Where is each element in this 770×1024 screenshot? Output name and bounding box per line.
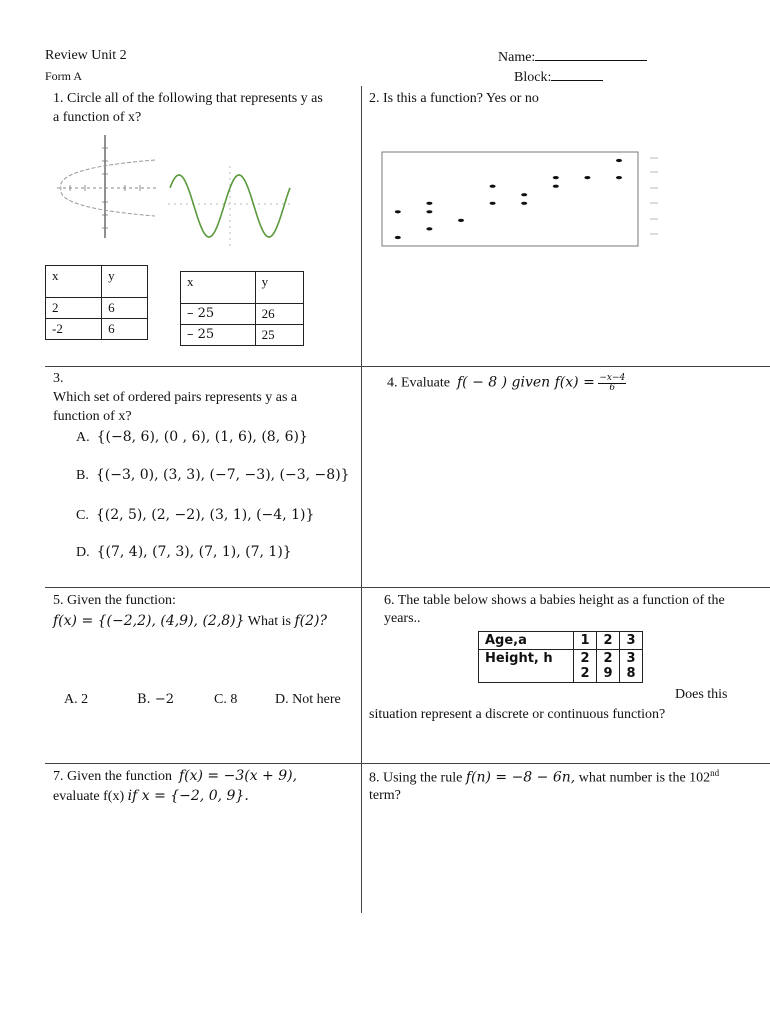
header-form: Form A [45, 69, 83, 83]
scatter-point [395, 210, 401, 213]
q1-prompt-line1: 1. Circle all of the following that represents y as [53, 91, 323, 106]
scatter-point [395, 236, 401, 239]
table-cell: -2 [46, 319, 102, 340]
choice-d[interactable]: D. {(7, 4), (7, 3), (7, 1), (7, 1)} [76, 544, 292, 560]
table-header-x: x [46, 266, 102, 298]
scatter-point [521, 193, 527, 196]
q4-expression: f( − 8 ) given f(x) = [456, 374, 595, 391]
scatter-point [490, 185, 496, 188]
vertical-divider [361, 86, 362, 913]
age-cell: 2 [597, 632, 620, 650]
scatter-point [490, 202, 496, 205]
q5-choice-a[interactable]: A. 2 [64, 692, 89, 707]
height-cell: 29 [597, 650, 620, 683]
row-divider-3 [45, 763, 770, 764]
q1-table-1 [45, 265, 148, 340]
q7-line2: evaluate f(x) if x = {−2, 0, 9}. [53, 788, 249, 804]
q2-scatter-plot [380, 150, 670, 260]
sideways-parabola-graph [55, 133, 160, 241]
q6-prompt-line1: 6. The table below shows a babies height as a function of the [384, 593, 725, 608]
table-cell: 26 [255, 304, 303, 325]
header-title: Review Unit 2 [45, 48, 127, 63]
q6-tail-2: situation represent a discrete or continuous function? [369, 707, 666, 722]
q3-prompt-line2: function of x? [53, 409, 132, 424]
height-cell: 22 [574, 650, 597, 683]
table-cell: 6 [102, 319, 148, 340]
row-divider-2 [45, 587, 770, 588]
q5-choice-b[interactable]: B. −2 [137, 692, 174, 707]
table-header-y: y [255, 272, 303, 304]
q7-line1: 7. Given the function f(x) = −3(x + 9), [53, 768, 298, 784]
scatter-point [553, 176, 559, 179]
table-header-x: x [181, 272, 256, 304]
q6-tail-1: Does this [675, 687, 728, 702]
age-cell: 1 [574, 632, 597, 650]
scatter-point [616, 176, 622, 179]
height-cell: 38 [620, 650, 643, 683]
name-field[interactable] [498, 48, 647, 66]
choice-a[interactable]: A. {(−8, 6), (0 , 6), (1, 6), (8, 6)} [76, 429, 308, 445]
q5-prompt-line2 [53, 613, 327, 630]
choice-b[interactable]: B. {(−3, 0), (3, 3), (−7, −3), (−3, −8)} [76, 467, 350, 483]
q2-prompt: 2. Is this a function? Yes or no [369, 91, 539, 106]
sine-wave-graph [168, 166, 293, 248]
name-label: Name: [498, 50, 536, 65]
row-divider-1 [45, 366, 770, 367]
scatter-point [426, 202, 432, 205]
q5-prompt-line1: 5. Given the function: [53, 593, 176, 608]
scatter-point [584, 176, 590, 179]
block-field[interactable] [514, 68, 603, 86]
q4-label: 4. Evaluate [387, 375, 450, 391]
block-label: Block: [514, 70, 552, 85]
q4-fraction: $\frac{-x-4}{6}$ [599, 373, 626, 393]
q3-prompt-line1: Which set of ordered pairs represents y as a [53, 390, 298, 405]
table-cell: – 25 [181, 325, 256, 346]
scatter-point [553, 185, 559, 188]
choice-c[interactable]: C. {(2, 5), (2, −2), (3, 1), (−4, 1)} [76, 507, 315, 523]
table-cell: 6 [102, 298, 148, 319]
table-header-y: y [102, 266, 148, 298]
q1-prompt-line2: a function of x? [53, 110, 142, 125]
q8-line1: 8. Using the rule f(n) = −8 − 6n, what number is the 102nd [369, 768, 720, 786]
table-cell: 25 [255, 325, 303, 346]
scatter-point [616, 159, 622, 162]
scatter-point [426, 227, 432, 230]
height-label: Height, h [479, 650, 574, 683]
q5-question: What is [247, 614, 291, 629]
scatter-point [458, 219, 464, 222]
age-cell: 3 [620, 632, 643, 650]
q8-line2: term? [369, 788, 401, 803]
q5-ask: f(2)? [294, 613, 327, 629]
age-label: Age,a [479, 632, 574, 650]
table-cell: 2 [46, 298, 102, 319]
q5-choice-d[interactable]: D. Not here [275, 692, 341, 707]
q4-prompt [387, 374, 626, 393]
scatter-point [521, 202, 527, 205]
q5-function-set: f(x) = {(−2,2), (4,9), (2,8)} [53, 613, 245, 629]
q6-prompt-line2: years.. [384, 611, 421, 626]
q1-table-2 [180, 271, 304, 346]
q5-choice-c[interactable]: C. 8 [214, 692, 238, 707]
q3-number: 3. [53, 371, 64, 386]
q6-height-table [478, 631, 643, 683]
scatter-point [426, 210, 432, 213]
table-cell: – 25 [181, 304, 256, 325]
